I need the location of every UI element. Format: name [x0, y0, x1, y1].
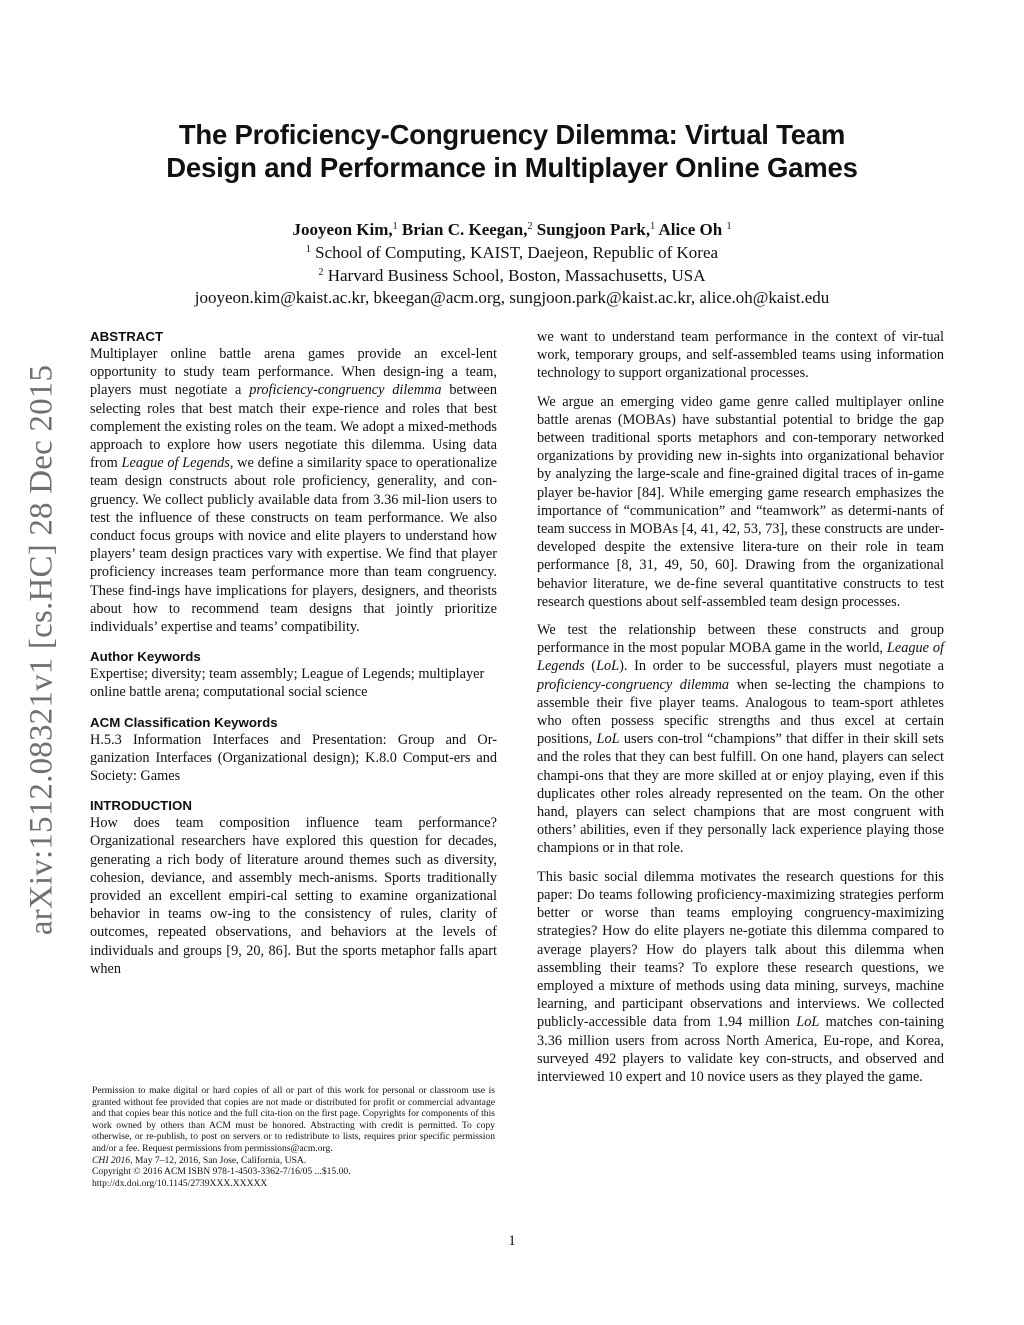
introduction-heading: INTRODUCTION: [90, 798, 192, 814]
affil-marker: 2: [527, 221, 533, 232]
left-column: [90, 328, 497, 978]
abstract-heading: ABSTRACT: [90, 329, 164, 344]
conference-info: CHI 2016, May 7–12, 2016, San Jose, California, USA.: [92, 1154, 307, 1166]
affil-marker: 1: [726, 221, 732, 232]
title-line-1: The Proficiency-Congruency Dilemma: Virtual Team: [178, 119, 846, 150]
affiliation-2: [100, 265, 924, 288]
author-names: [100, 219, 924, 242]
arxiv-stamp-text: arXiv:1512.08321v1 [cs.HC] 28 Dec 2015: [23, 364, 60, 936]
page-number: 1: [508, 1233, 516, 1249]
intro-paragraph-2: We argue an emerging video game genre called multiplayer online battle arenas (MOBAs) have substantial potential to bridge the gap between traditional sports metaphors and con-temporary networked organizations by providing new in-sights into organizational behavior by analyzing the large-scale and fine-grained digital traces of in-game player be-havior [84]. While emerging game research emphasizes the importance of “communication” and “teamwork” as determi-nants of team success in MOBAs [4, 41, 42, 53, 73], these constructs are under-developed despite the extensive litera-ture on their role in team performance [8, 31, 49, 50, 60]. Drawing from the organizational behavior literature, we de-fine several quantitative constructs to test research questions about self-assembled team design processes.: [537, 393, 944, 610]
paper-title: [100, 118, 924, 184]
affil-marker: 1: [650, 221, 656, 232]
permission-text: Permission to make digital or hard copies of all or part of this work for personal or classroom use is granted without fee provided that copies are not made or distributed for profit or commercial advantage and that copies bear this notice and the full cita-tion on the first page. Copyrights for components of this work owned by others than ACM must be honored. Abstracting with credit is permitted. To copy otherwise, or re-publish, to post on servers or to redistribute to lists, requires prior specific permission and/or a fee. Request permissions from permissions@acm.org.: [92, 1085, 495, 1154]
doi-link[interactable]: http://dx.doi.org/10.1145/2739XXX.XXXXX: [92, 1177, 268, 1189]
acm-text: H.5.3 Information Interfaces and Presentation: Group and Or-ganization Interfaces (Organizational design); K.8.0 Comput-ers and Society: Games: [90, 731, 497, 785]
affiliation-text: Harvard Business School, Boston, Massachusetts, USA: [327, 265, 706, 285]
intro-paragraph-1-continued: we want to understand team performance in the context of vir-tual work, temporary groups, and self-assembled teams using information technology to support organizational processes.: [537, 329, 944, 382]
copyright-line: Copyright © 2016 ACM ISBN 978-1-4503-3362-7/16/05 ...$15.00.: [92, 1166, 351, 1178]
author-name: Sungjoon Park,: [536, 220, 651, 239]
affiliation-1: [100, 242, 924, 265]
permission-notice: [92, 1085, 495, 1189]
affil-marker: 1: [305, 243, 311, 255]
right-column: [537, 328, 944, 1086]
author-name: Alice Oh: [658, 220, 723, 239]
title-line-2: Design and Performance in Multiplayer Online Games: [166, 152, 858, 183]
affiliation-text: School of Computing, KAIST, Daejeon, Republic of Korea: [315, 242, 719, 262]
affil-marker: 2: [318, 266, 324, 278]
author-name: Jooyeon Kim,: [292, 220, 393, 239]
intro-paragraph-1: How does team composition influence team performance? Organizational researchers have explored this question for decades, generating a rich body of literature around themes such as diversity, cohesion, deviance, and assembly mech-anisms. Sports traditionally provided an excellent empiri-cal setting to examine organizational behavior in teams ow-ing to the consistency of rules, clarity of outcomes, repeated observations, and behaviors at the levels of individuals and groups [9, 20, 86]. But the sports metaphor falls apart when: [90, 815, 497, 977]
intro-paragraph-3: We test the relationship between these constructs and group performance in the most popular MOBA game in the world, League of Legends (LoL). In order to be successful, players must negotiate a proficiency-congruency dilemma when se-lecting the champions to assemble their five player teams. Analogous to team-sport athletes who often possess specific strengths and thus excel at certain positions, LoL users con-trol “champions” that differ in their skill sets and the roles that they can best fulfill. On one hand, players can select champi-ons that they are more skilled at or enjoy playing, even if this duplicates other roles already represented on the team. On the other hand, players can select champions that are most congruent with others’ abilities, even if they personally lack experience playing those champions or in that role.: [537, 622, 945, 857]
keywords-heading: Author Keywords: [90, 649, 201, 665]
abstract-text: Multiplayer online battle arena games provide an excel-lent opportunity to study team performance. When design-ing a team, players must negotiate a proficiency-congruency dilemma between selecting roles that best match their expe-rience and roles that best complement the existing roles on the team. We adopt a mixed-methods approach to explore how users negotiate this dilemma. Using data from League of Legends, we define a similarity space to operationalize team design constructs about role proficiency, generality, and con-gruency. We collect publicly available data from 3.36 mil-lion users to test the influence of these constructs on team performance. We also conduct focus groups with novice and elite players to understand how players’ team design practices vary with expertise. We find that player proficiency increases team performance more than team congruency. These find-ings have implications for players, designers, and theorists about how to recommend team designs that jointly prioritize individuals’ expertise and teams’ compatibility.: [90, 346, 497, 636]
author-block: [100, 219, 924, 310]
author-name: Brian C. Keegan,: [401, 220, 528, 239]
affil-marker: 1: [392, 221, 398, 232]
acm-heading: ACM Classification Keywords: [90, 714, 278, 730]
keywords-text: Expertise; diversity; team assembly; League of Legends; multiplayer online battle arena; computational social science: [90, 666, 485, 701]
intro-paragraph-4: This basic social dilemma motivates the research questions for this paper: Do teams following proficiency-maximizing strategies perform better or worse than teams employing congruency-maximizing strategies? How do elite players ne-gotiate this dilemma compared to average players? How do players talk about this dilemma when assembling their teams? To explore these research questions, we employed a mixture of methods using data mining, surveys, machine learning, and participant observations and interviews. We collected publicly-accessible data from 1.94 million LoL matches con-taining 3.36 million users from across North America, Eu-rope, and Korea, surveyed 492 players to validate key con-structs, and observed and interviewed 10 expert and 10 novice users as they played the game.: [537, 868, 944, 1085]
author-emails: jooyeon.kim@kaist.ac.kr, bkeegan@acm.org, sungjoon.park@kaist.ac.kr, alice.oh@kaist.edu: [194, 288, 830, 308]
